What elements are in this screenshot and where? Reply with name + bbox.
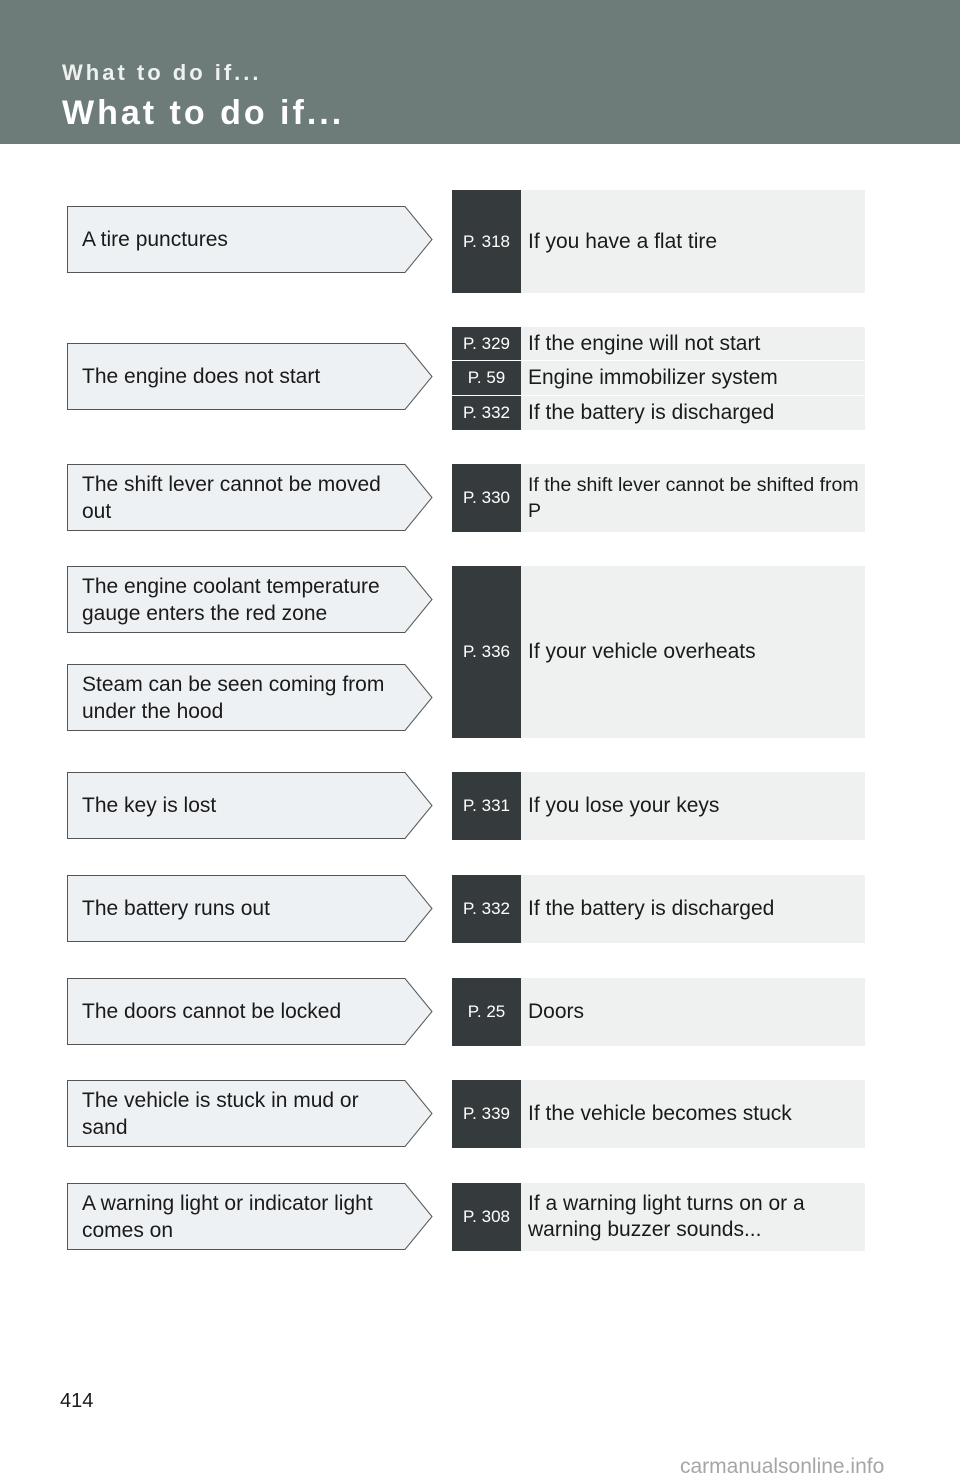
reference-flat-tire[interactable] — [452, 190, 865, 293]
reference-title: If the battery is discharged — [521, 875, 865, 943]
page-reference[interactable]: P. 331 — [452, 772, 521, 840]
reference-title: If you have a flat tire — [521, 190, 865, 293]
problem-label: The vehicle is stuck in mud or sand — [82, 1088, 359, 1139]
page-reference[interactable]: P. 339 — [452, 1080, 521, 1148]
problem-label: The doors cannot be locked — [82, 1000, 342, 1023]
reference-title: If a warning light turns on or a warning buzzer sounds... — [521, 1183, 865, 1251]
reference-title: If the vehicle becomes stuck — [521, 1080, 865, 1148]
page-reference[interactable]: P. 59 — [452, 361, 521, 395]
reference-title: If the engine will not start — [521, 327, 865, 360]
page-number: 414 — [60, 1390, 94, 1412]
reference-overheats[interactable] — [452, 566, 865, 738]
page-header — [0, 0, 960, 144]
problem-steam-hood — [67, 664, 433, 731]
problem-doors-not-locked — [67, 978, 433, 1045]
problem-warning-light — [67, 1183, 433, 1250]
problem-stuck-mud — [67, 1080, 433, 1147]
problem-coolant-temperature — [67, 566, 433, 633]
problem-label: A warning light or indicator light comes on — [82, 1191, 373, 1242]
reference-title: Engine immobilizer system — [521, 361, 865, 395]
problem-label: Steam can be seen coming from under the hood — [82, 672, 385, 723]
problem-label: The engine does not start — [82, 365, 321, 388]
reference-title: If the battery is discharged — [521, 396, 865, 430]
reference-title: If you lose your keys — [521, 772, 865, 840]
reference-title: Doors — [521, 978, 865, 1046]
problem-tire-punctures — [67, 206, 433, 273]
page-reference[interactable]: P. 25 — [452, 978, 521, 1046]
reference-engine-not-start[interactable] — [452, 327, 865, 360]
problem-label: The engine coolant temperature gauge enters the red zone — [82, 574, 380, 625]
watermark: carmanualsonline.info — [680, 1455, 885, 1478]
problem-label: The battery runs out — [82, 897, 270, 920]
problem-label: The key is lost — [82, 794, 217, 817]
page-reference[interactable]: P. 330 — [452, 464, 521, 532]
page-reference[interactable]: P. 332 — [452, 396, 521, 430]
page-reference[interactable]: P. 336 — [452, 566, 521, 738]
page-reference[interactable]: P. 332 — [452, 875, 521, 943]
problem-key-lost — [67, 772, 433, 839]
page-reference[interactable]: P. 329 — [452, 327, 521, 360]
reference-battery-discharged[interactable] — [452, 396, 865, 430]
reference-doors[interactable] — [452, 978, 865, 1046]
problem-label: A tire punctures — [82, 228, 228, 251]
problem-label: The shift lever cannot be moved out — [82, 472, 381, 523]
section-label: What to do if... — [62, 60, 262, 85]
page-title: What to do if... — [62, 94, 345, 132]
reference-title: If the shift lever cannot be shifted from P — [521, 464, 865, 532]
reference-vehicle-stuck[interactable] — [452, 1080, 865, 1148]
reference-battery-discharged-2[interactable] — [452, 875, 865, 943]
problem-shift-lever — [67, 464, 433, 531]
problem-battery-runs-out — [67, 875, 433, 942]
reference-lose-keys[interactable] — [452, 772, 865, 840]
reference-shift-lever[interactable] — [452, 464, 865, 532]
problem-engine-not-start — [67, 343, 433, 410]
reference-title: If your vehicle overheats — [521, 566, 865, 738]
reference-warning-light[interactable] — [452, 1183, 865, 1251]
page-reference[interactable]: P. 308 — [452, 1183, 521, 1251]
reference-immobilizer[interactable] — [452, 361, 865, 395]
page-reference[interactable]: P. 318 — [452, 190, 521, 293]
